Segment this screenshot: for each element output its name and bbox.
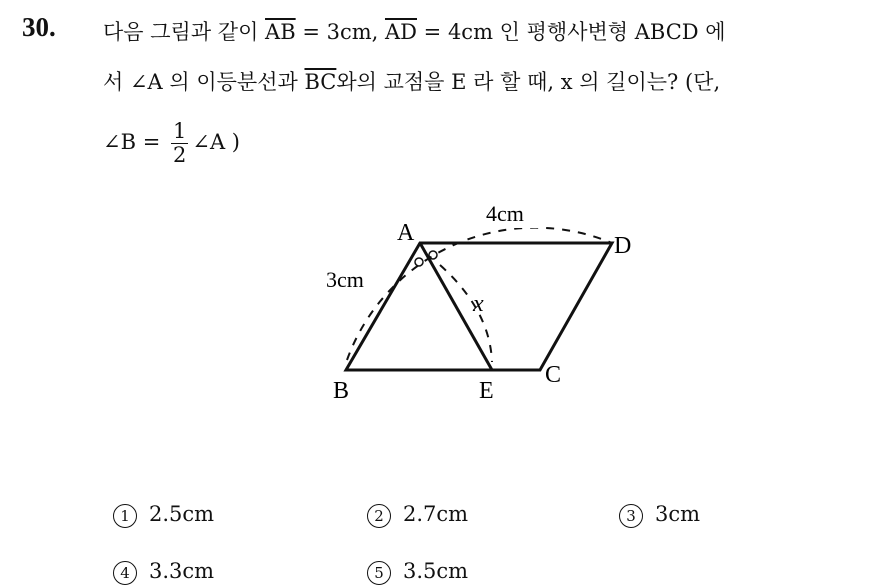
segment-bc: $\overline{BC}$ <box>304 70 337 94</box>
angle-mark-left <box>415 258 423 266</box>
fraction-numerator: 1 <box>172 119 187 143</box>
choice-text: 3.3cm <box>149 559 215 583</box>
choice-number-icon: 2 <box>367 504 391 528</box>
choice-number-icon: 4 <box>113 561 137 585</box>
fraction-denominator: 2 <box>172 143 187 168</box>
choice-text: 2.5cm <box>149 502 215 526</box>
choice-number-icon: 1 <box>113 504 137 528</box>
choice-text: 3cm <box>655 502 701 526</box>
choice-text: 3.5cm <box>403 559 469 583</box>
choice-2[interactable] <box>367 502 468 528</box>
question-text: ∠B = <box>103 130 167 155</box>
label-e: E <box>479 378 494 404</box>
question-text: 서 ∠A 의 이등분선과 <box>103 70 305 94</box>
segment-ad: $\overline{AD}$ <box>384 20 417 44</box>
question-text: = 3cm, <box>295 20 385 44</box>
label-ad-length: 4cm <box>486 201 524 226</box>
choice-number-icon: 5 <box>367 561 391 585</box>
question-text: 와의 교점을 E 라 할 때, x 의 길이는? (단, <box>336 70 721 94</box>
dashed-arc-ae <box>440 265 492 362</box>
label-d: D <box>614 233 632 259</box>
label-ab-length: 3cm <box>326 267 364 292</box>
question-text: = 4cm 인 평행사변형 ABCD 에 <box>417 20 726 44</box>
question-text: 다음 그림과 같이 <box>103 20 266 44</box>
choice-number-icon: 3 <box>619 504 643 528</box>
label-x: x <box>473 291 484 317</box>
choice-4[interactable] <box>113 559 214 585</box>
segment-ab: $\overline{AB}$ <box>265 20 296 44</box>
label-c: C <box>545 362 562 388</box>
choice-text: 2.7cm <box>403 502 469 526</box>
choice-5[interactable] <box>367 559 468 585</box>
choice-3[interactable] <box>619 502 700 528</box>
question-number: 30. <box>22 12 56 42</box>
angle-mark-right <box>429 251 437 259</box>
choice-1[interactable] <box>113 502 214 528</box>
label-b: B <box>333 378 350 404</box>
label-a: A <box>397 220 415 246</box>
question-text: ∠A ) <box>192 130 240 155</box>
